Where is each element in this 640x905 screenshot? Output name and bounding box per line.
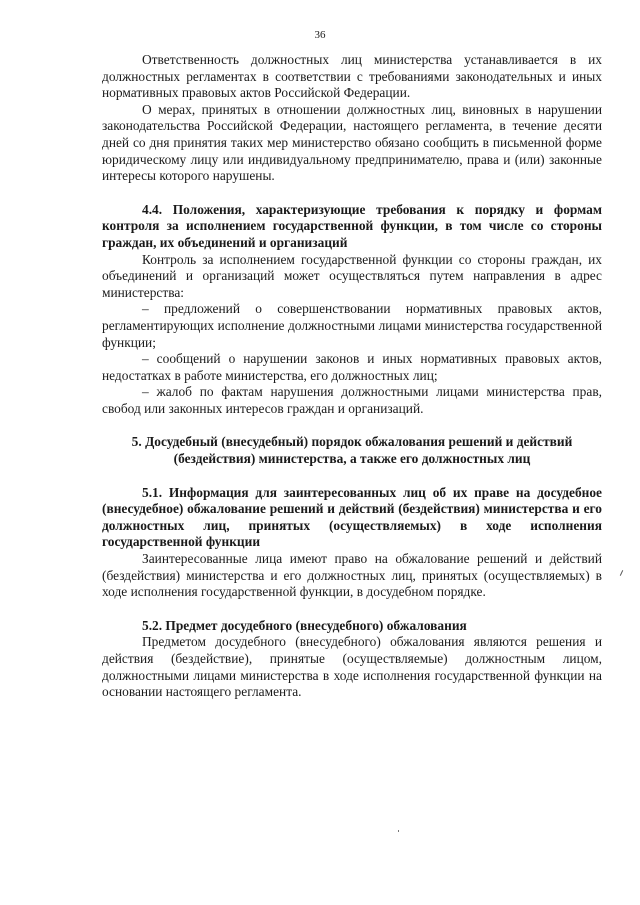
list-item-reports: – сообщений о нарушении законов и иных нормативных правовых актов, недостатках в работе министерства, его должностных лиц; — [102, 351, 602, 383]
heading-5: 5. Досудебный (внесудебный) порядок обжалования решений и действий (бездействия) министерства, а также его должностных лиц — [131, 434, 573, 467]
paragraph-appeal-right: Заинтересованные лица имеют право на обжалование решений и действий (бездействия) министерства и его должностных лиц, принятых (осуществляемых) в ходе исполнения государственной функции, в досудебном порядке. — [102, 551, 602, 600]
paragraph-responsibility: Ответственность должностных лиц министерства устанавливается в их должностных регламентах в соответствии с требованиями законодательных и иных нормативных правовых актов Российской Федерации. — [102, 52, 602, 101]
list-item-complaints: – жалоб по фактам нарушения должностными лицами министерства прав, свобод или законных интересов граждан и организаций. — [102, 384, 602, 416]
paragraph-control: Контроль за исполнением государственной функции со стороны граждан, их объединений и организаций может осуществляться путем направления в адрес министерства: — [102, 251, 602, 300]
heading-5-2: 5.2. Предмет досудебного (внесудебного) обжалования — [142, 617, 467, 633]
paragraph-appeal-subject: Предметом досудебного (внесудебного) обжалования являются решения и действия (бездействие), принятые (осуществляемые) должностным лицом, должностными лицами министерства в ходе исполнения государственной функции на основании настоящего регламента. — [102, 634, 602, 700]
scan-mark — [620, 570, 623, 576]
paragraph-measures: О мерах, принятых в отношении должностных лиц, виновных в нарушении законодательства Российской Федерации, настоящего регламента, в течение десяти дней со дня принятия таких мер министерство обязано сообщить в письменной форме юридическому лицу или индивидуальному предпринимателю, права и (или) законные интересы которого нарушены. — [102, 101, 602, 184]
scan-dot — [398, 830, 399, 832]
heading-4-4: 4.4. Положения, характеризующие требования к порядку и формам контроля за исполнением государственной функции, в том числе со стороны граждан, их объединений и организаций — [102, 201, 602, 250]
list-item-proposals: – предложений о совершенствовании нормативных правовых актов, регламентирующих исполнение должностными лицами министерства государственной функции; — [102, 301, 602, 350]
page-number: 36 — [314, 29, 326, 41]
heading-5-1: 5.1. Информация для заинтересованных лиц об их праве на досудебное (внесудебное) обжалование решений и действий (бездействия) министерства и его должностных лиц, принятых (осуществляемых) в ходе исполнения государственной функции — [102, 484, 602, 550]
document-body — [102, 52, 602, 701]
